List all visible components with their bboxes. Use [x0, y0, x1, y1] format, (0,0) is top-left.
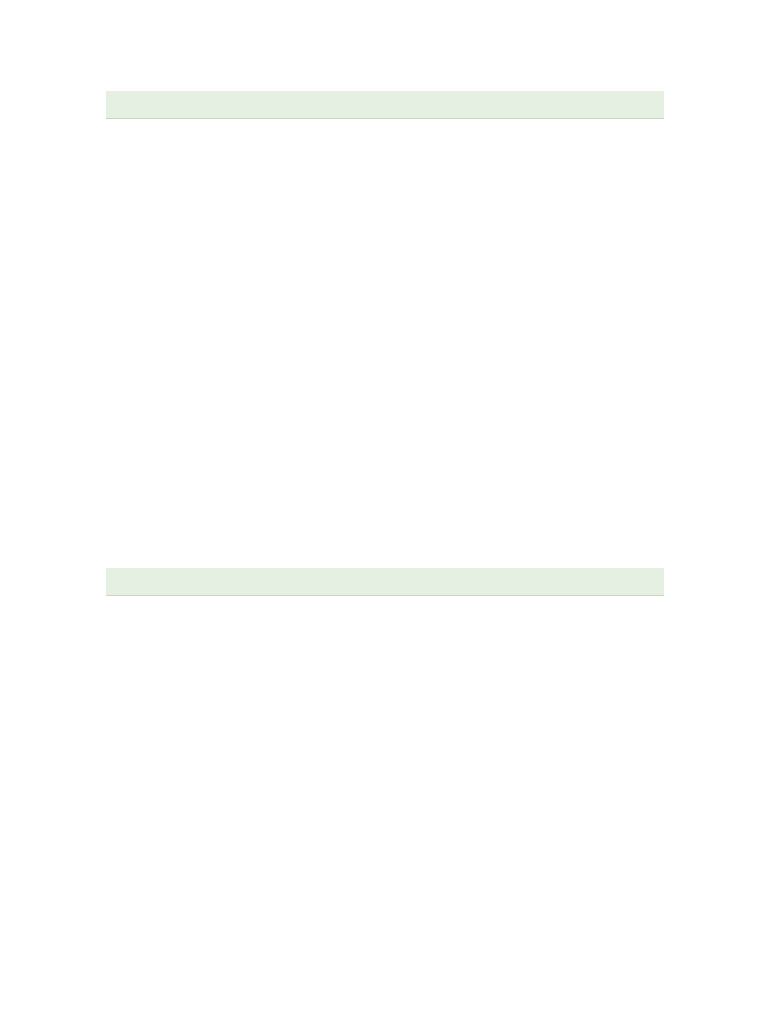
section-header-comenzando: [106, 568, 664, 596]
section-header-introduccion: [106, 91, 664, 119]
